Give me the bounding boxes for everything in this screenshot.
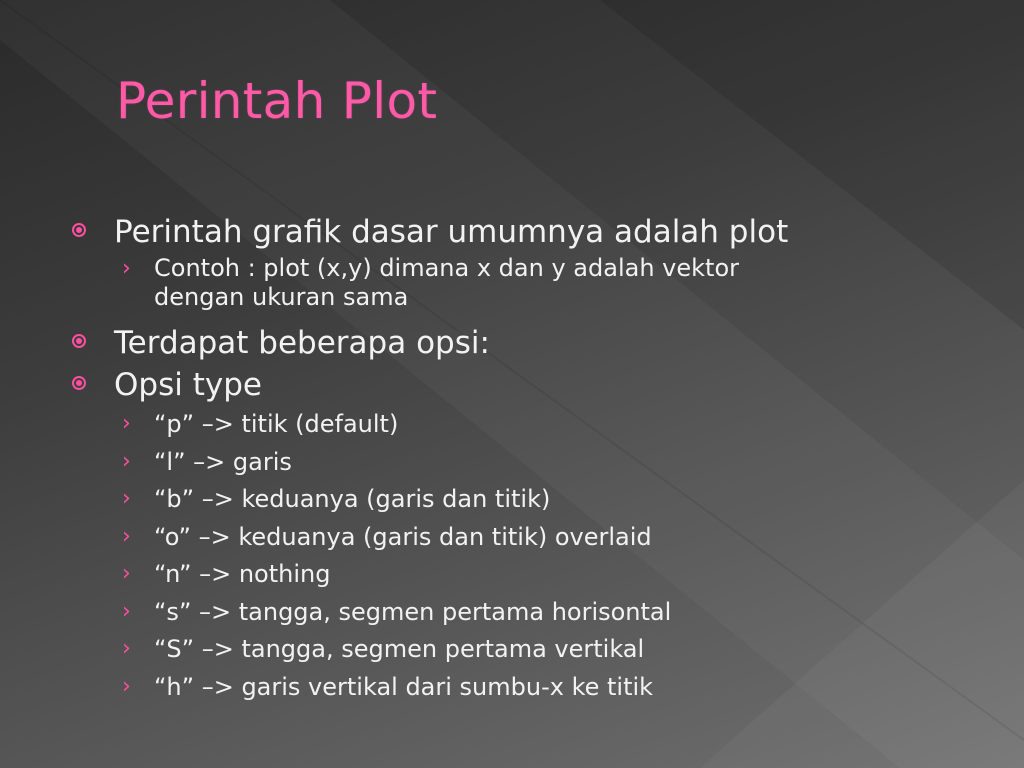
pink-ring-bullet-icon bbox=[72, 223, 86, 237]
type-options-list bbox=[68, 409, 928, 702]
chevron-right-icon: › bbox=[122, 448, 131, 474]
sub-bullet-text: “s” –> tangga, segmen pertama horisontal bbox=[154, 597, 672, 626]
sub-bullet-item bbox=[68, 672, 928, 702]
bullet-text: Opsi type bbox=[114, 367, 262, 403]
bullet-item bbox=[68, 212, 928, 252]
chevron-right-icon: › bbox=[122, 411, 131, 436]
sub-bullet-text: “b” –> keduanya (garis dan titik) bbox=[154, 485, 551, 513]
sub-bullet-text: “S” –> tangga, segmen pertama vertikal bbox=[154, 635, 645, 663]
sub-bullet-item bbox=[68, 559, 928, 589]
chevron-right-icon: › bbox=[122, 561, 131, 586]
sub-bullet-text: “n” –> nothing bbox=[154, 560, 331, 588]
bullet-text: Terdapat beberapa opsi: bbox=[114, 325, 490, 361]
chevron-right-icon: › bbox=[122, 598, 131, 624]
sub-bullet-item bbox=[68, 254, 928, 283]
chevron-right-icon: › bbox=[122, 256, 131, 281]
bullet-text: Perintah grafik dasar umumnya adalah plot bbox=[114, 214, 789, 250]
chevron-right-icon: › bbox=[122, 673, 131, 699]
sub-bullet-text: “p” –> titik (default) bbox=[154, 410, 399, 438]
sub-bullet-item bbox=[68, 522, 928, 552]
sub-bullet-text: “o” –> keduanya (garis dan titik) overlaid bbox=[154, 522, 652, 551]
pink-ring-bullet-icon bbox=[72, 334, 86, 348]
pink-ring-bullet-icon bbox=[72, 376, 86, 390]
chevron-right-icon: › bbox=[122, 636, 131, 661]
bullet-item bbox=[68, 365, 928, 405]
sub-bullet-item bbox=[68, 634, 928, 664]
chevron-right-icon: › bbox=[122, 523, 131, 549]
sub-bullet-continuation bbox=[68, 283, 928, 312]
bullet-item bbox=[68, 323, 928, 363]
sub-bullet-text: Contoh : plot (x,y) dimana x dan y adalah vektor bbox=[154, 254, 739, 282]
sub-bullet-item bbox=[68, 409, 928, 439]
sub-bullet-item bbox=[68, 597, 928, 627]
chevron-right-icon: › bbox=[122, 486, 131, 511]
slide-body bbox=[68, 212, 928, 709]
sub-bullet-item bbox=[68, 484, 928, 514]
sub-bullet-text: dengan ukuran sama bbox=[154, 283, 409, 311]
sub-bullet-item bbox=[68, 447, 928, 477]
sub-bullet-text: “h” –> garis vertikal dari sumbu-x ke titik bbox=[154, 672, 654, 701]
slide-title: Perintah Plot bbox=[116, 72, 438, 130]
sub-bullet-text: “l” –> garis bbox=[154, 447, 292, 476]
